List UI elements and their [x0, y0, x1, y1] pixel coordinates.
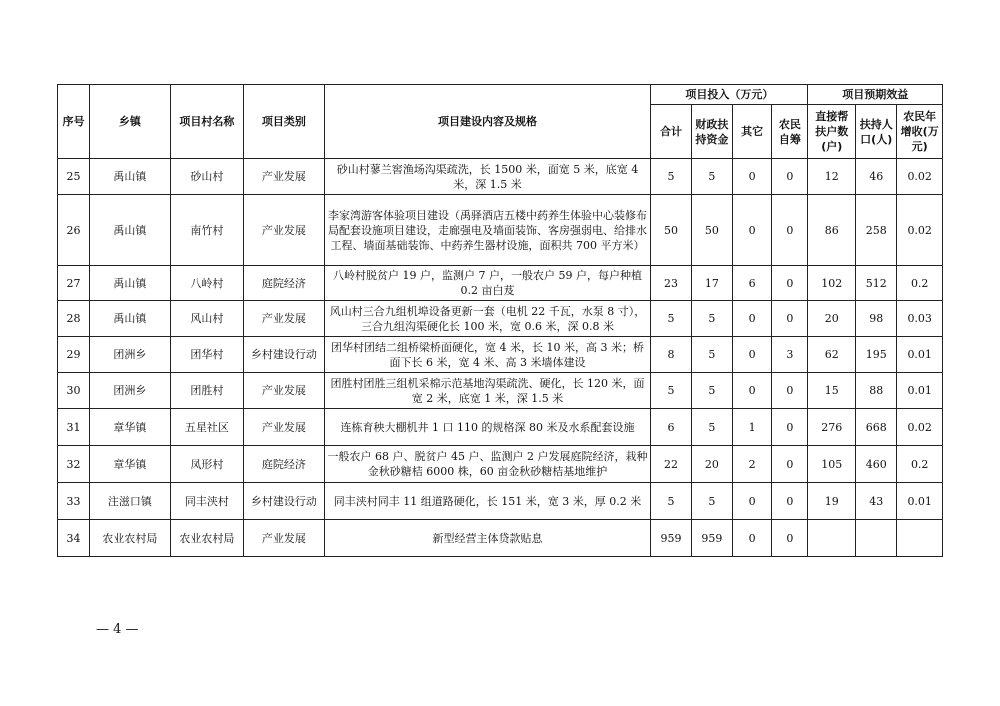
cell-seq: 31 — [58, 409, 90, 446]
cell-other: 6 — [733, 266, 772, 301]
cell-village: 同丰浃村 — [170, 483, 243, 520]
cell-self-raised: 0 — [772, 446, 808, 483]
cell-income: 0.01 — [897, 337, 943, 373]
cell-category: 产业发展 — [244, 409, 325, 446]
cell-self-raised: 3 — [772, 337, 808, 373]
cell-total: 5 — [651, 159, 691, 195]
cell-self-raised: 0 — [772, 159, 808, 195]
cell-total: 8 — [651, 337, 691, 373]
cell-town: 农业农村局 — [90, 520, 171, 557]
cell-seq: 27 — [58, 266, 90, 301]
cell-people: 43 — [856, 483, 897, 520]
cell-fiscal: 5 — [691, 337, 732, 373]
cell-content: 李家湾游客体验项目建设（禹驿酒店五楼中药养生体验中心装修布局配套设施项目建设，走廊强电及墙面装饰、客房强弱电、给排水工程、墙面基础装饰、中药养生器材设施，面积共 700 平方米） — [324, 195, 651, 266]
cell-town: 禹山镇 — [90, 195, 171, 266]
cell-seq: 30 — [58, 373, 90, 409]
cell-households: 20 — [808, 301, 856, 337]
cell-category: 产业发展 — [244, 520, 325, 557]
cell-self-raised: 0 — [772, 195, 808, 266]
cell-category: 产业发展 — [244, 195, 325, 266]
table-row — [58, 266, 943, 301]
cell-fiscal: 5 — [691, 301, 732, 337]
col-header-direct-households: 直接帮扶户数(户) — [808, 105, 856, 159]
cell-total: 22 — [651, 446, 691, 483]
cell-seq: 28 — [58, 301, 90, 337]
cell-other: 0 — [733, 195, 772, 266]
cell-seq: 26 — [58, 195, 90, 266]
cell-seq: 33 — [58, 483, 90, 520]
cell-income — [897, 520, 943, 557]
cell-self-raised: 0 — [772, 483, 808, 520]
cell-fiscal: 17 — [691, 266, 732, 301]
cell-other: 0 — [733, 337, 772, 373]
cell-people: 98 — [856, 301, 897, 337]
cell-content: 风山村三合九组机埠设备更新一套（电机 22 千瓦，水泵 8 寸），三合九组沟渠硬化长 100 米，宽 0.6 米，深 0.8 米 — [324, 301, 651, 337]
cell-content: 团华村团结二组桥梁桥面硬化，宽 4 米，长 10 米，高 3 米；桥面下长 6 米，宽 4 米、高 3 米墙体建设 — [324, 337, 651, 373]
cell-self-raised: 0 — [772, 301, 808, 337]
col-header-total: 合计 — [651, 105, 691, 159]
table-row — [58, 301, 943, 337]
cell-income: 0.02 — [897, 159, 943, 195]
page-number: — 4 — — [96, 622, 139, 637]
cell-fiscal: 5 — [691, 483, 732, 520]
cell-self-raised: 0 — [772, 373, 808, 409]
col-header-benefit-group: 项目预期效益 — [808, 85, 943, 105]
cell-content: 连栋育秧大棚机井 1 口 110 的规格深 80 米及水系配套设施 — [324, 409, 651, 446]
cell-fiscal: 959 — [691, 520, 732, 557]
table-row — [58, 159, 943, 195]
cell-income: 0.2 — [897, 446, 943, 483]
cell-total: 6 — [651, 409, 691, 446]
cell-total: 5 — [651, 373, 691, 409]
cell-self-raised: 0 — [772, 266, 808, 301]
cell-content: 新型经营主体贷款贴息 — [324, 520, 651, 557]
cell-people: 46 — [856, 159, 897, 195]
cell-seq: 34 — [58, 520, 90, 557]
cell-town: 章华镇 — [90, 409, 171, 446]
col-header-village: 项目村名称 — [170, 85, 243, 159]
cell-content: 团胜村团胜三组机采棉示范基地沟渠疏洗、硬化，长 120 米，面宽 2 米，底宽 1 米，深 1.5 米 — [324, 373, 651, 409]
cell-other: 0 — [733, 373, 772, 409]
table-row — [58, 337, 943, 373]
cell-fiscal: 5 — [691, 159, 732, 195]
cell-seq: 29 — [58, 337, 90, 373]
cell-households: 102 — [808, 266, 856, 301]
cell-category: 乡村建设行动 — [244, 483, 325, 520]
cell-town: 禹山镇 — [90, 301, 171, 337]
table-row — [58, 373, 943, 409]
cell-people: 88 — [856, 373, 897, 409]
cell-other: 0 — [733, 159, 772, 195]
cell-content: 砂山村蓼兰窖渔场沟渠疏洗，长 1500 米，面宽 5 米，底宽 4 米，深 1.5 米 — [324, 159, 651, 195]
cell-other: 0 — [733, 301, 772, 337]
cell-people: 460 — [856, 446, 897, 483]
col-header-fiscal: 财政扶持资金 — [691, 105, 732, 159]
cell-town: 注滋口镇 — [90, 483, 171, 520]
cell-village: 农业农村局 — [170, 520, 243, 557]
cell-village: 八岭村 — [170, 266, 243, 301]
cell-total: 5 — [651, 483, 691, 520]
cell-self-raised: 0 — [772, 520, 808, 557]
cell-other: 2 — [733, 446, 772, 483]
cell-total: 5 — [651, 301, 691, 337]
cell-content: 同丰浃村同丰 11 组道路硬化，长 151 米，宽 3 米，厚 0.2 米 — [324, 483, 651, 520]
cell-content: 八岭村脱贫户 19 户，监测户 7 户，一般农户 59 户，每户种植 0.2 亩白芨 — [324, 266, 651, 301]
cell-fiscal: 50 — [691, 195, 732, 266]
cell-other: 0 — [733, 483, 772, 520]
cell-town: 团洲乡 — [90, 337, 171, 373]
cell-town: 禹山镇 — [90, 159, 171, 195]
cell-category: 庭院经济 — [244, 446, 325, 483]
cell-income: 0.01 — [897, 483, 943, 520]
cell-village: 五星社区 — [170, 409, 243, 446]
col-header-town: 乡镇 — [90, 85, 171, 159]
table-row — [58, 195, 943, 266]
table-row — [58, 520, 943, 557]
table-row — [58, 446, 943, 483]
col-header-people: 扶持人口(人) — [856, 105, 897, 159]
cell-fiscal: 5 — [691, 373, 732, 409]
cell-income: 0.01 — [897, 373, 943, 409]
cell-town: 章华镇 — [90, 446, 171, 483]
cell-households: 86 — [808, 195, 856, 266]
cell-self-raised: 0 — [772, 409, 808, 446]
cell-village: 风山村 — [170, 301, 243, 337]
header-row-1 — [58, 85, 943, 105]
cell-income: 0.2 — [897, 266, 943, 301]
cell-households: 276 — [808, 409, 856, 446]
cell-category: 庭院经济 — [244, 266, 325, 301]
cell-village: 南竹村 — [170, 195, 243, 266]
col-header-income-increase: 农民年增收(万元) — [897, 105, 943, 159]
cell-fiscal: 20 — [691, 446, 732, 483]
cell-category: 产业发展 — [244, 373, 325, 409]
table-row — [58, 483, 943, 520]
cell-total: 959 — [651, 520, 691, 557]
cell-village: 团胜村 — [170, 373, 243, 409]
col-header-investment-group: 项目投入（万元） — [651, 85, 808, 105]
cell-people: 195 — [856, 337, 897, 373]
cell-households: 105 — [808, 446, 856, 483]
cell-village: 团华村 — [170, 337, 243, 373]
cell-income: 0.02 — [897, 409, 943, 446]
cell-content: 一般农户 68 户、脱贫户 45 户、监测户 2 户发展庭院经济，栽种金秋砂糖桔 6000 株，60 亩金秋砂糖桔基地维护 — [324, 446, 651, 483]
cell-village: 凤形村 — [170, 446, 243, 483]
cell-households: 19 — [808, 483, 856, 520]
cell-town: 禹山镇 — [90, 266, 171, 301]
project-table — [57, 84, 943, 557]
col-header-seq: 序号 — [58, 85, 90, 159]
cell-households: 15 — [808, 373, 856, 409]
cell-households — [808, 520, 856, 557]
cell-category: 乡村建设行动 — [244, 337, 325, 373]
table-row — [58, 409, 943, 446]
cell-people: 258 — [856, 195, 897, 266]
col-header-content: 项目建设内容及规格 — [324, 85, 651, 159]
cell-income: 0.02 — [897, 195, 943, 266]
table-body — [58, 159, 943, 557]
cell-seq: 32 — [58, 446, 90, 483]
col-header-other: 其它 — [733, 105, 772, 159]
cell-town: 团洲乡 — [90, 373, 171, 409]
cell-people: 512 — [856, 266, 897, 301]
col-header-self-raised: 农民自筹 — [772, 105, 808, 159]
cell-total: 23 — [651, 266, 691, 301]
cell-income: 0.03 — [897, 301, 943, 337]
cell-households: 12 — [808, 159, 856, 195]
cell-people — [856, 520, 897, 557]
cell-seq: 25 — [58, 159, 90, 195]
cell-fiscal: 5 — [691, 409, 732, 446]
col-header-category: 项目类别 — [244, 85, 325, 159]
cell-category: 产业发展 — [244, 301, 325, 337]
cell-other: 0 — [733, 520, 772, 557]
cell-people: 668 — [856, 409, 897, 446]
cell-households: 62 — [808, 337, 856, 373]
cell-category: 产业发展 — [244, 159, 325, 195]
cell-village: 砂山村 — [170, 159, 243, 195]
cell-total: 50 — [651, 195, 691, 266]
cell-other: 1 — [733, 409, 772, 446]
